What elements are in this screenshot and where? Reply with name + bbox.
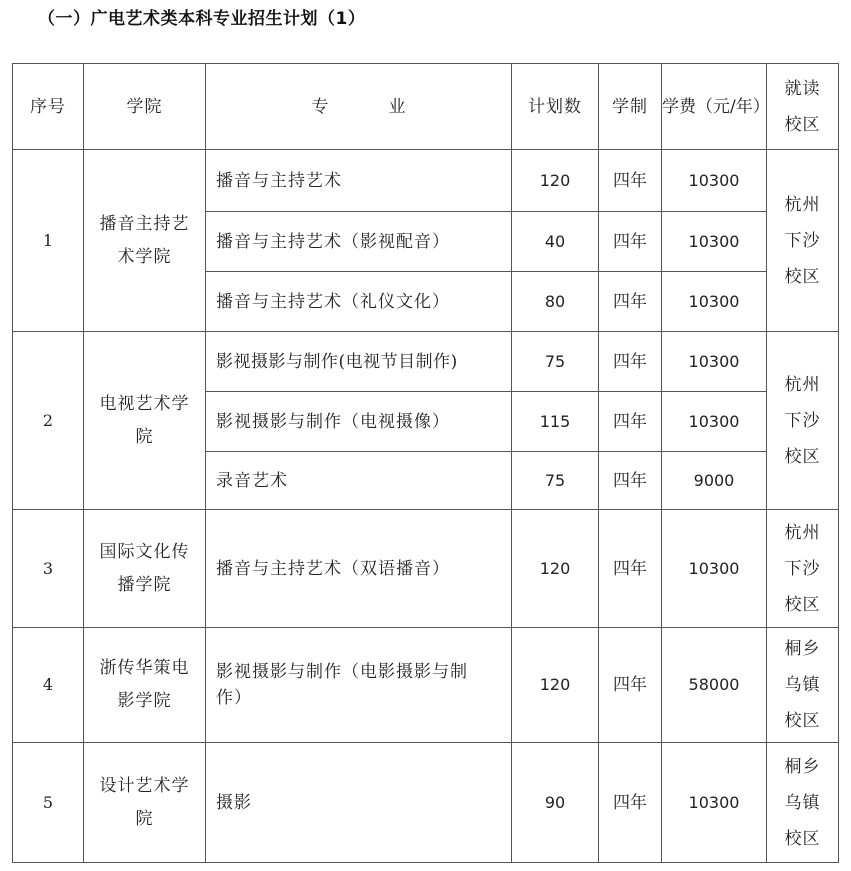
seq-cell: 3: [13, 510, 84, 628]
duration-cell: 四年: [599, 272, 662, 332]
plan-cell: 115: [512, 392, 599, 452]
header-major: [206, 64, 512, 150]
fee-cell: 58000: [662, 628, 767, 743]
college-cell: [84, 743, 206, 863]
table-row: [13, 332, 839, 392]
fee-cell: 9000: [662, 452, 767, 510]
plan-cell: 90: [512, 743, 599, 863]
campus-name: 桐乡乌镇校区: [784, 756, 821, 849]
plan-cell: 40: [512, 212, 599, 272]
duration-cell: 四年: [599, 628, 662, 743]
college-cell: [84, 510, 206, 628]
fee-cell: 10300: [662, 510, 767, 628]
major-cell: 播音与主持艺术（双语播音）: [206, 510, 512, 628]
header-seq: 序号: [13, 64, 84, 150]
page-title: （一）广电艺术类本科专业招生计划（1）: [38, 9, 366, 29]
table-row: [13, 510, 839, 628]
plan-cell: 75: [512, 452, 599, 510]
duration-cell: 四年: [599, 332, 662, 392]
seq-cell: 1: [13, 150, 84, 332]
campus-name: 桐乡乌镇校区: [784, 639, 821, 731]
plan-cell: 120: [512, 150, 599, 212]
plan-cell: 120: [512, 510, 599, 628]
plan-cell: 75: [512, 332, 599, 392]
major-cell: 影视摄影与制作(电视节目制作): [206, 332, 512, 392]
campus-cell: [767, 510, 839, 628]
fee-cell: 10300: [662, 212, 767, 272]
college-name: 浙传华策电影学院: [99, 658, 190, 711]
seq-cell: 5: [13, 743, 84, 863]
campus-name: 杭州下沙校区: [784, 522, 821, 615]
college-cell: [84, 628, 206, 743]
seq-cell: 4: [13, 628, 84, 743]
fee-cell: 10300: [662, 392, 767, 452]
fee-cell: 10300: [662, 332, 767, 392]
header-college: 学院: [84, 64, 206, 150]
duration-cell: 四年: [599, 212, 662, 272]
major-cell: 播音与主持艺术（礼仪文化）: [206, 272, 512, 332]
duration-cell: 四年: [599, 452, 662, 510]
plan-cell: 80: [512, 272, 599, 332]
fee-cell: 10300: [662, 272, 767, 332]
seq-cell: 2: [13, 332, 84, 510]
campus-cell: [767, 332, 839, 510]
header-fee: [662, 64, 770, 150]
duration-cell: 四年: [599, 150, 662, 212]
campus-name: 杭州下沙校区: [784, 194, 821, 287]
major-cell: 影视摄影与制作（电视摄像）: [206, 392, 512, 452]
table-row: [13, 628, 839, 743]
fee-cell: 10300: [662, 150, 767, 212]
table-header-row: [13, 64, 839, 150]
major-cell: 录音艺术: [206, 452, 512, 510]
header-campus-label: 就读校区: [784, 78, 821, 135]
header-campus: [767, 64, 839, 150]
campus-cell: [767, 150, 839, 332]
header-duration: 学制: [599, 64, 662, 150]
major-cell: 播音与主持艺术（影视配音）: [206, 212, 512, 272]
college-cell: [84, 332, 206, 510]
campus-cell: [767, 628, 839, 743]
major-cell: 播音与主持艺术: [206, 150, 512, 212]
college-cell: [84, 150, 206, 332]
header-plan: 计划数: [512, 64, 599, 150]
enrollment-plan-table: [12, 63, 839, 863]
duration-cell: 四年: [599, 510, 662, 628]
table-row: [13, 150, 839, 212]
table-row: [13, 743, 839, 863]
duration-cell: 四年: [599, 743, 662, 863]
header-fee-label: 学费（元/年）: [662, 96, 770, 117]
fee-cell: 10300: [662, 743, 767, 863]
major-cell: 摄影: [206, 743, 512, 863]
college-name: 国际文化传播学院: [99, 541, 190, 595]
college-name: 播音主持艺术学院: [99, 213, 190, 267]
college-name: 电视艺术学院: [99, 393, 190, 447]
campus-name: 杭州下沙校区: [784, 374, 821, 467]
duration-cell: 四年: [599, 392, 662, 452]
plan-cell: 120: [512, 628, 599, 743]
major-cell: 影视摄影与制作（电影摄影与制作）: [206, 628, 512, 743]
college-name: 设计艺术学院: [99, 775, 190, 829]
campus-cell: [767, 743, 839, 863]
header-major-label: 专业: [311, 96, 466, 117]
